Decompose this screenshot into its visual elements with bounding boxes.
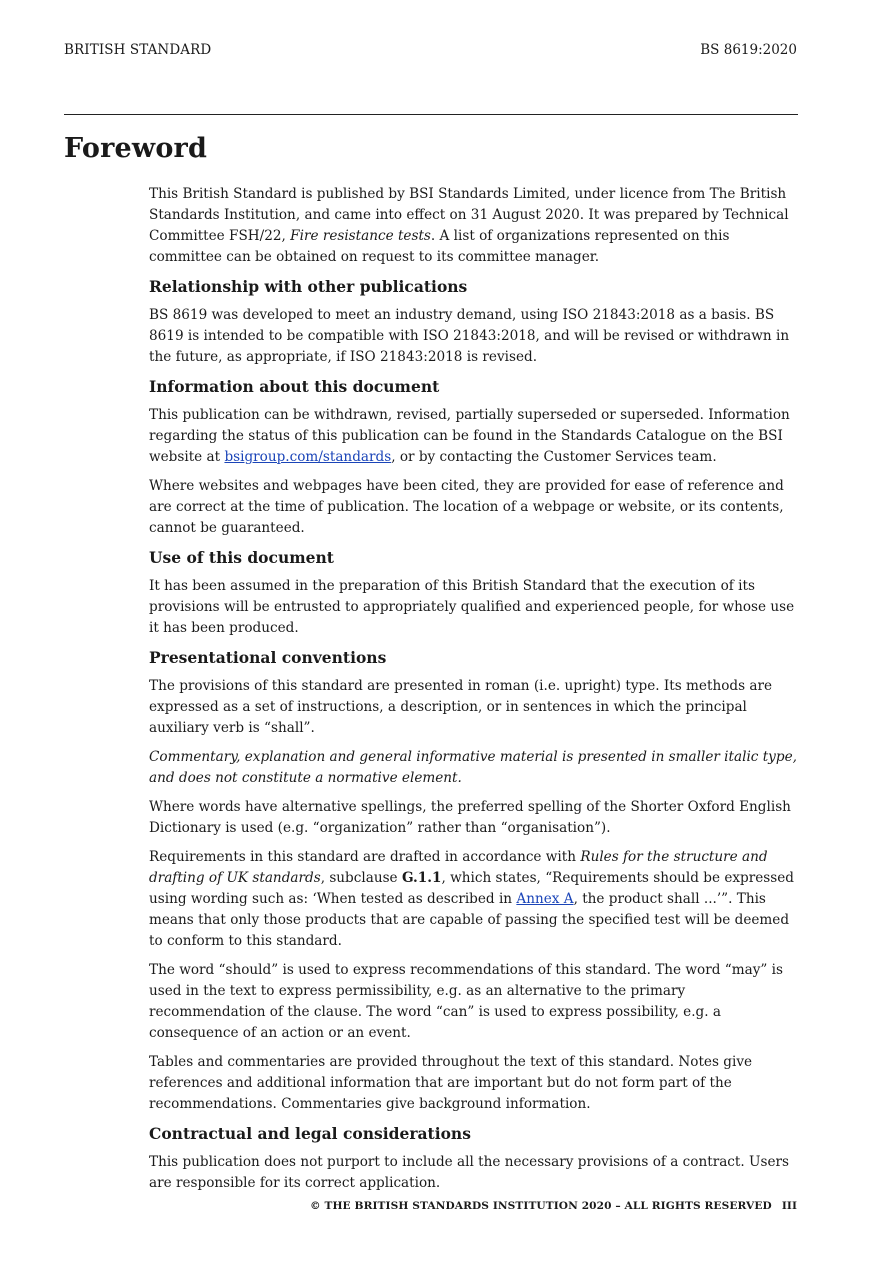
requirements-text-c: , subclause bbox=[320, 870, 402, 886]
use-paragraph: It has been assumed in the preparation of this British Standard that the execution of its provisions will be entrusted to appropriately qualified and experienced people, for whose use it has been produced. bbox=[149, 578, 795, 636]
information-paragraph bbox=[149, 405, 797, 468]
intro-text-c: . A list of organizations represented on this committee can be obtained on request to its committee manager. bbox=[149, 228, 730, 265]
information-text-a: This publication can be withdrawn, revised, partially superseded or superseded. Information regarding the status of this publication can be found in the Standards Catalogue on the BSI website at bbox=[149, 407, 790, 465]
information-text-b: , or by contacting the Customer Services team. bbox=[391, 449, 717, 465]
running-header-left: BRITISH STANDARD bbox=[64, 42, 212, 58]
heading-relationship: Relationship with other publications bbox=[149, 277, 468, 296]
heading-contractual: Contractual and legal considerations bbox=[149, 1124, 471, 1143]
should-may-can-paragraph: The word “should” is used to express recommendations of this standard. The word “may” is used in the text to express permissibility, e.g. as an alternative to the primary recommendation of the clause. The word “can” is used to express possibility, e.g. a consequence of an action or an event. bbox=[149, 962, 783, 1041]
running-header-right: BS 8619:2020 bbox=[700, 42, 797, 58]
requirements-text-a: Requirements in this standard are drafted in accordance with bbox=[149, 849, 581, 865]
contractual-paragraph: This publication does not purport to include all the necessary provisions of a contract. Users are responsible for its correct application. bbox=[149, 1154, 789, 1191]
relationship-paragraph: BS 8619 was developed to meet an industry demand, using ISO 21843:2018 as a basis. BS 8619 is intended to be compatible with ISO 21843:2018, and will be revised or withdrawn in the future, as appropriate, if ISO 21843:2018 is revised. bbox=[149, 307, 790, 365]
tables-paragraph: Tables and commentaries are provided throughout the text of this standard. Notes give references and additional information that are important but do not form part of the recommendations. Commentaries give background information. bbox=[149, 1054, 753, 1112]
foreword-body bbox=[149, 184, 797, 1202]
requirements-text-f: , the product shall ...’”. This means that only those products that are capable of passing the specified test will be deemed to conform to this standard. bbox=[149, 891, 790, 949]
page-number: III bbox=[781, 1200, 797, 1212]
bsigroup-link[interactable]: bsigroup.com/standards bbox=[224, 449, 392, 465]
page-footer bbox=[310, 1200, 797, 1212]
websites-paragraph: Where websites and webpages have been cited, they are provided for ease of reference and are correct at the time of publication. The location of a webpage or website, or its contents, cannot be guaranteed. bbox=[149, 478, 784, 536]
requirements-text-e: , which states, “Requirements should be expressed using wording such as: ‘When tested as described in bbox=[149, 870, 794, 907]
rules-title: Rules for the structure and drafting of UK standards bbox=[149, 849, 768, 886]
committee-name: Fire resistance tests bbox=[290, 228, 431, 244]
commentary-paragraph: Commentary, explanation and general informative material is presented in smaller italic type, and does not constitute a normative element. bbox=[149, 749, 797, 786]
subclause-ref: G.1.1 bbox=[401, 870, 442, 886]
header-rule bbox=[64, 114, 798, 115]
annex-a-link[interactable]: Annex A bbox=[516, 891, 574, 907]
heading-presentational: Presentational conventions bbox=[149, 648, 387, 667]
intro-text-a: This British Standard is published by BSI Standards Limited, under licence from The British Standards Institution, and came into effect on 31 August 2020. It was prepared by Technical Committee FSH/22, bbox=[149, 186, 789, 244]
intro-paragraph bbox=[149, 184, 797, 268]
page-title: Foreword bbox=[64, 133, 208, 164]
copyright-notice: © THE BRITISH STANDARDS INSTITUTION 2020 – ALL RIGHTS RESERVED bbox=[309, 1200, 772, 1212]
requirements-paragraph bbox=[149, 847, 797, 952]
heading-use: Use of this document bbox=[149, 548, 334, 567]
heading-information: Information about this document bbox=[149, 377, 440, 396]
provisions-paragraph: The provisions of this standard are presented in roman (i.e. upright) type. Its methods are expressed as a set of instructions, a description, or in sentences in which the principal auxiliary verb is “shall”. bbox=[149, 678, 773, 736]
spelling-paragraph: Where words have alternative spellings, the preferred spelling of the Shorter Oxford English Dictionary is used (e.g. “organization” rather than “organisation”). bbox=[149, 799, 791, 836]
